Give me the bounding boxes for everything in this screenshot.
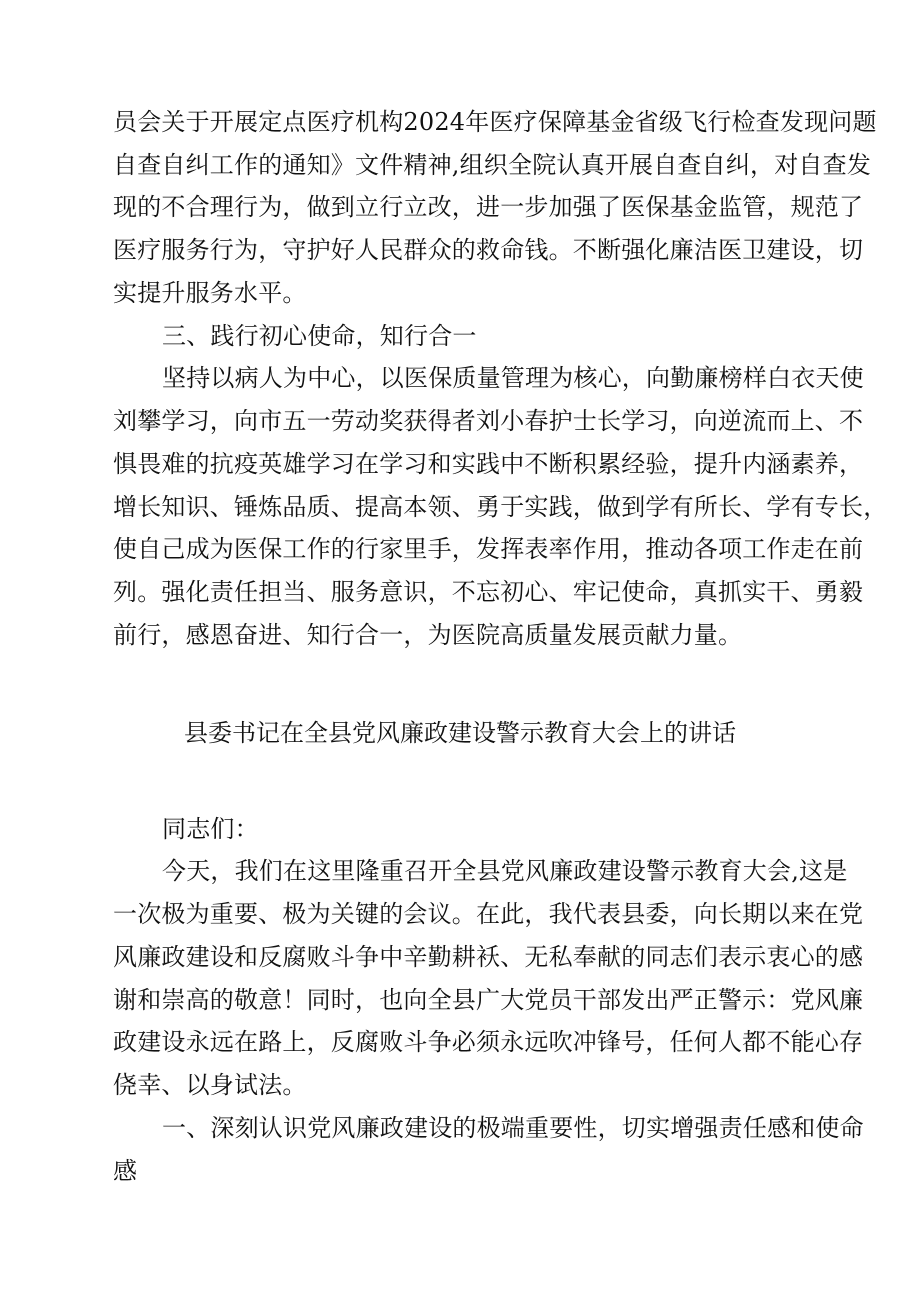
paragraph-line: 医疗服务行为，守护好人民群众的救命钱。不断强化廉洁医卫建设，切: [113, 236, 864, 264]
paragraph-line: 惧畏难的抗疫英雄学习在学习和实践中不断积累经验，提升内涵素养，: [113, 450, 864, 478]
paragraph-line: 谢和崇高的敬意！同时，也向全县广大党员干部发出严正警示：党风廉: [113, 986, 864, 1014]
paragraph-line: 前行，感恩奋进、知行合一，为医院高质量发展贡献力量。: [113, 621, 743, 649]
paragraph-line: 坚持以病人为中心，以医保质量管理为核心，向勤廉榜样白衣天使: [162, 364, 864, 392]
paragraph-line: 刘攀学习，向市五一劳动奖获得者刘小春护士长学习，向逆流而上、不: [113, 407, 864, 435]
section-heading: 一、深刻认识党风廉政建设的极端重要性，切实增强责任感和使命: [162, 1114, 864, 1142]
paragraph-line: 实提升服务水平。: [113, 279, 307, 307]
paragraph-line: 侥幸、以身试法。: [113, 1071, 307, 1099]
section-heading-continuation: 感: [113, 1157, 138, 1185]
paragraph-line: 今天，我们在这里隆重召开全县党风廉政建设警示教育大会,这是: [162, 857, 848, 885]
paragraph-line: 列。强化责任担当、服务意识，不忘初心、牢记使命，真抓实干、勇毅: [113, 578, 864, 606]
paragraph-line: 一次极为重要、极为关键的会议。在此，我代表县委，向长期以来在党: [113, 900, 864, 928]
paragraph-line: 使自己成为医保工作的行家里手，发挥表率作用，推动各项工作走在前: [113, 535, 864, 563]
paragraph-line: 现的不合理行为，做到立行立改，进一步加强了医保基金监管，规范了: [113, 193, 864, 221]
section-heading: 三、践行初心使命，知行合一: [162, 322, 477, 350]
speech-title: 县委书记在全县党风廉政建设警示教育大会上的讲话: [184, 719, 736, 747]
paragraph-line: 风廉政建设和反腐败斗争中辛勤耕袄、无私奉献的同志们表示衷心的感: [113, 943, 864, 971]
paragraph-line: 增长知识、锤炼品质、提高本领、勇于实践，做到学有所长、学有专长，: [113, 493, 888, 521]
salutation: 同志们：: [162, 815, 259, 843]
paragraph-line: 员会关于开展定点医疗机构2024年医疗保障基金省级飞行检查发现问题: [113, 108, 877, 136]
paragraph-line: 自查自纠工作的通知》文件精神,组织全院认真开展自查自纠，对自查发: [113, 151, 872, 179]
paragraph-line: 政建设永远在路上，反腐败斗争必须永远吹冲锋号，任何人都不能心存: [113, 1028, 864, 1056]
